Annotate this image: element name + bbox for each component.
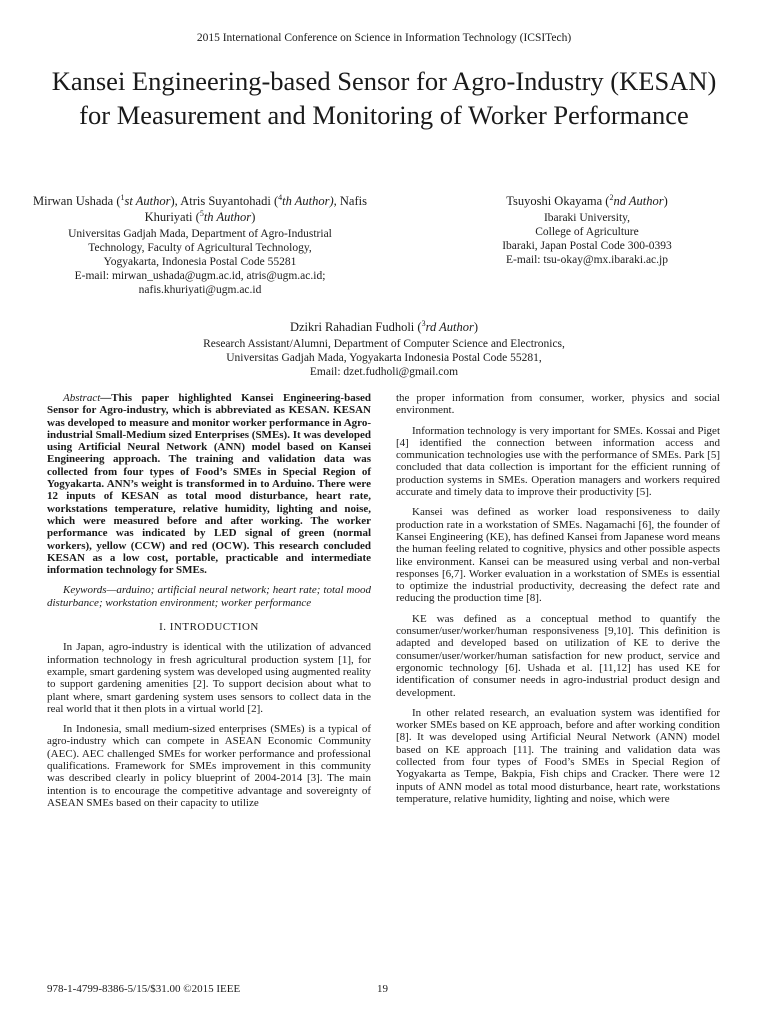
body-paragraph: Information technology is very important for SMEs. Kossai and Piget [4] identified the connection between information access and communication technologies use with the performance of SMEs. Park [5] concluded that data collection is important for the efficient running of production systems in SMEs. Operation managers and workers required accurate and timely data to improve their productivity [5]. [396, 424, 720, 499]
affiliation-line: Technology, Faculty of Agricultural Technology, [88, 242, 312, 254]
affiliation-line: Yogyakarta, Indonesia Postal Code 55281 [103, 256, 297, 268]
email-line: E-mail: mirwan_ushada@ugm.ac.id, atris@ugm.ac.id; [74, 270, 326, 282]
section-heading-introduction: I. INTRODUCTION [159, 621, 259, 634]
body-paragraph: In Japan, agro-industry is identical with the utilization of advanced information technology in fresh agricultural production system [1], for example, smart gardening system was developed using augmented reality to support gardening amenities [2]. To support decision about what to plant where, smart gardening system uses sensors to collect data in the real world that it then plots in a virtual world [2]. [47, 641, 371, 715]
page-number: 19 [377, 983, 388, 995]
body-paragraph: KE was defined as a conceptual method to quantify the consumer/user/worker/human responsiveness [9,10]. This definition is adapted and developed based on utilization of KE to derive the consumer/user/worker/human satisfaction for new product, service and ergonomic technology [6]. Ushada et al. [11,12] has used KE for identification of consumer needs in agro-industrial product design and development. [396, 612, 720, 699]
affiliation-line: Ibaraki, Japan Postal Code 300-0393 [502, 240, 672, 252]
author-name-fudholi: Dzikri Rahadian Fudholi ($^3$rd Author) [289, 318, 479, 334]
footer-isbn: 978-1-4799-8386-5/15/$31.00 ©2015 IEEE [47, 983, 241, 995]
author-block-ugm [30, 193, 370, 297]
body-paragraph: the proper information from consumer, worker, physics and social environment. [396, 392, 720, 417]
email-line: nafis.khuriyati@ugm.ac.id [138, 284, 262, 296]
abstract: Abstract—This paper highlighted Kansei Engineering-based Sensor for Agro-industry, which is abbreviated as KESAN. KESAN was developed to measure and monitor worker performance in Agro-industrial Small-Medium sized Enterprises (SMEs). It was developed using Artificial Neural Network (ANN) model based on Kansei Engineering approach. The training and validation data was collected from four types of Food’s SMEs in Special Region of Yogyakarta. ANN’s weight is transformed in to Arduino. There were 12 inputs of KESAN as total mood disturbance, heart rate, workstations temperature, relative humidity, lighting and noise, which were measured before and after working. The worker performance was indicated by LED signal of green (normal workers), yellow (CCW) and red (OCW). This research concluded KESAN as a low cost, portable, practicable and intermediate information technology for SMEs. [47, 392, 371, 577]
affiliation-line: Ibaraki University, [543, 212, 631, 224]
keywords: Keywords—arduino; artificial neural network; heart rate; total mood disturbance; workstation environment; worker performance [47, 584, 371, 609]
right-column [396, 392, 720, 813]
paper-title: Kansei Engineering-based Sensor for Agro-Industry (KESAN) for Measurement and Monitoring of Worker Performance [51, 66, 717, 130]
body-paragraph: Kansei was defined as worker load responsiveness to daily production rate in a workstation of SMEs. Nagamachi [6], the founder of Kansei Engineering (KE), has defined Kansei from Japanese word means the human feeling related to cognitive, physics and other possible aspects like environment. Kansei can be measured using verbal and non-verbal responses [6,7]. Worker evaluation in a workstation of SMEs is essential to optimize the industrial productivity, decreasing the defect rate and reducing the production time [8]. [396, 506, 720, 605]
author-names-ugm: Mirwan Ushada ($^1$st Author), Atris Suyantohadi ($^4$th Author), Nafis Khuriyati ($^5$th Author) [33, 192, 367, 224]
affiliation-line: Universitas Gadjah Mada, Department of Agro-Industrial [68, 228, 332, 240]
affiliation-line: College of Agriculture [535, 226, 639, 238]
email-line: E-mail: tsu-okay@mx.ibaraki.ac.jp [506, 254, 668, 266]
conference-header: 2015 International Conference on Science in Information Technology (ICSITech) [196, 32, 572, 44]
author-block-fudholi [140, 319, 628, 379]
body-paragraph: In other related research, an evaluation system was identified for worker SMEs based on KE approach, before and after working condition [8]. It was developed using Artificial Neural Network (ANN) model based on KE approach [11]. The training and validation data was collected from four types of Food’s SMEs in Special Region of Yogyakarta as Tempe, Bakpia, Fish chips and Cracker. There were 12 inputs of ANN model as total mood disturbance, heart rate, workstations temperature, relative humidity, lighting and noise, which were [396, 706, 720, 805]
author-block-ibaraki [452, 193, 722, 267]
body-paragraph: In Indonesia, small medium-sized enterprises (SMEs) is a typical of agro-industry which can compete in ASEAN Economic Community (AEC). AEC challenged SMEs for worker performance and professional qualifications. Framework for SMEs improvement in this community was described clearly in policy blueprint of 2004-2014 [3]. The main intention is to encourage the competitive advantage and sovereignty of ASEAN SMEs based on their capacity to utilize [47, 723, 371, 809]
email-line: Email: dzet.fudholi@gmail.com [309, 366, 459, 378]
affiliation-line: Universitas Gadjah Mada, Yogyakarta Indonesia Postal Code 55281, [226, 352, 542, 364]
affiliation-line: Research Assistant/Alumni, Department of Computer Science and Electronics, [203, 338, 565, 350]
left-column [47, 392, 371, 817]
author-name-okayama: Tsuyoshi Okayama ($^2$nd Author) [506, 192, 668, 208]
